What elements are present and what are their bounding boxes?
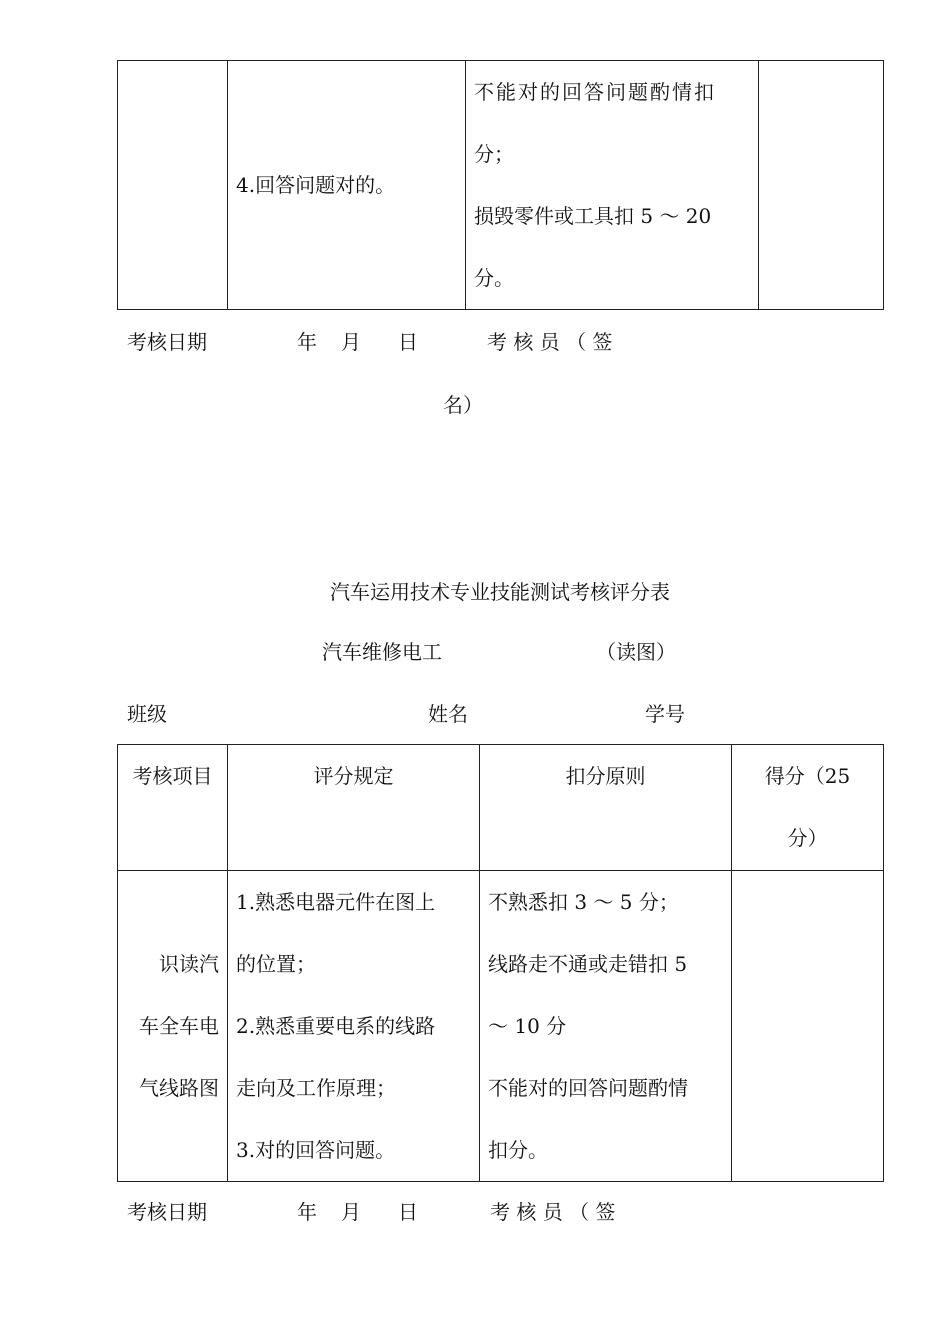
item-line: 车全车电 — [139, 1014, 219, 1038]
deduct-line: 不能对的回答问题酌情 — [488, 1076, 688, 1100]
header-score — [732, 745, 884, 871]
header-rule — [228, 745, 480, 871]
deduct-line: 分。 — [474, 266, 514, 290]
class-label: 班级 — [127, 702, 167, 726]
header-deduct — [480, 745, 732, 871]
header-deduct-text: 扣分原则 — [565, 764, 646, 788]
deduct-cell — [466, 61, 759, 310]
page-title: 汽车运用技术专业技能测试考核评分表 — [330, 580, 670, 604]
month-label: 月 — [341, 330, 361, 354]
header-item — [118, 745, 228, 871]
subtitle-job: 汽车维修电工 — [322, 640, 442, 664]
deduct-line: 损毁零件或工具扣 5 ～ 20 — [474, 204, 712, 228]
item-cell — [118, 871, 228, 1182]
header-rule-text: 评分规定 — [313, 764, 394, 788]
name-label: 姓名 — [428, 702, 468, 726]
deduct-line: 分； — [474, 142, 514, 166]
deduct-line: 线路走不通或走错扣 5 — [488, 952, 688, 976]
deduct-line: 不熟悉扣 3 ～ 5 分； — [488, 890, 679, 914]
day-label: 日 — [398, 330, 418, 354]
score-cell — [759, 61, 884, 310]
examiner-signature-label: 考 核 员 （ 签 — [490, 1200, 616, 1224]
month-label: 月 — [341, 1200, 361, 1224]
deduct-line: 不能对的回答问题酌情扣 — [474, 80, 716, 104]
rule-line: 1.熟悉电器元件在图上 — [236, 890, 436, 914]
exam-date-label: 考核日期 — [127, 1200, 207, 1224]
rule-cell — [228, 871, 480, 1182]
deduct-line: 扣分。 — [488, 1138, 548, 1162]
item-cell — [118, 61, 228, 310]
signature-tail: 名） — [443, 393, 483, 417]
deduct-cell — [480, 871, 732, 1182]
scoring-table — [117, 744, 884, 1182]
item-line: 识读汽 — [159, 952, 219, 976]
examiner-signature-label: 考 核 员 （ 签 — [487, 330, 613, 354]
rule-line: 走向及工作原理； — [236, 1076, 396, 1100]
day-label: 日 — [398, 1200, 418, 1224]
item-line: 气线路图 — [139, 1076, 219, 1100]
year-label: 年 — [297, 330, 317, 354]
exam-date-label: 考核日期 — [127, 330, 207, 354]
student-id-label: 学号 — [645, 702, 685, 726]
rule-cell — [228, 61, 466, 310]
header-score-line: 得分（25 — [764, 764, 851, 788]
rule-text: 4.回答问题对的。 — [236, 173, 396, 197]
header-item-text: 考核项目 — [132, 764, 213, 788]
scoring-table-continued — [117, 60, 884, 310]
subtitle-task: （读图） — [596, 640, 676, 664]
year-label: 年 — [297, 1200, 317, 1224]
score-cell — [732, 871, 884, 1182]
rule-line: 3.对的回答问题。 — [236, 1138, 396, 1162]
header-score-line: 分） — [787, 826, 828, 850]
rule-line: 的位置； — [236, 952, 316, 976]
deduct-line: ～ 10 分 — [488, 1014, 567, 1038]
rule-line: 2.熟悉重要电系的线路 — [236, 1014, 436, 1038]
